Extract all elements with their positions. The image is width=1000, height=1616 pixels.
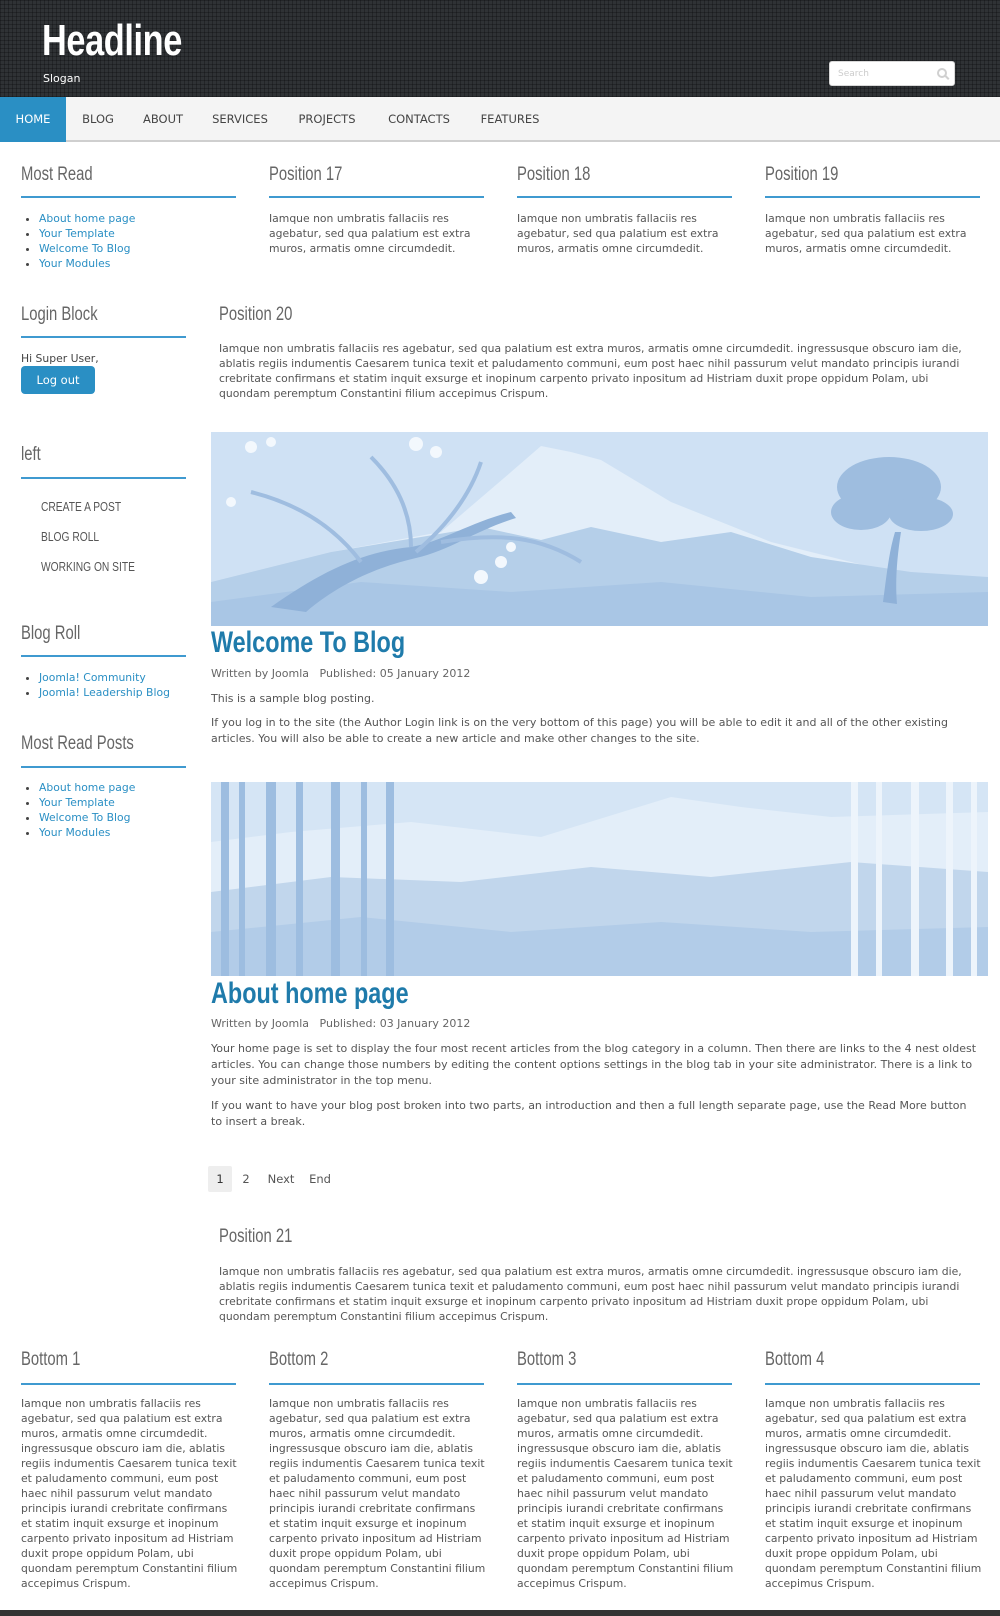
bottom3-text: Iamque non umbratis fallaciis res agebatur, sed qua palatium est extra muros, armatis omne circumdedit. ingressusque obscuro iam die, ablatis regiis indumentis Caesarem tunica texit et paludamento communi, eum post haec nihil passurum velut mandato principis iurandi crebritate confirmans et statim inquit exsurge et inopinum carpento privato inpositum ad Histriam duxit prope oppidum Polam, ubi quondam peremptum Constantini filium accepimus Crispum. <box>517 1397 734 1590</box>
most-read-posts-title: Most Read Posts <box>21 733 134 754</box>
position17-text: Iamque non umbratis fallaciis res agebatur, sed qua palatium est extra muros, armatis omne circumdedit. <box>269 212 471 255</box>
mountain-landscape-image <box>211 432 988 626</box>
login-block-rule <box>21 336 186 338</box>
article-paragraph: This is a sample blog posting. <box>211 692 375 705</box>
blog-roll-link[interactable]: Joomla! Community <box>39 671 146 684</box>
bottom2-rule <box>269 1383 484 1385</box>
list-item <box>39 795 135 810</box>
position18-title: Position 18 <box>517 164 591 185</box>
list-item <box>39 670 170 685</box>
nav-item-blog[interactable]: BLOG <box>82 112 114 126</box>
menu-item-blog-roll[interactable]: BLOG ROLL <box>41 530 100 544</box>
most-read-link[interactable]: Your Template <box>39 227 115 240</box>
site-slogan: Slogan <box>43 72 81 85</box>
blog-roll-link[interactable]: Joomla! Leadership Blog <box>39 686 170 699</box>
article-author: Written by Joomla <box>211 667 310 680</box>
most-read-list <box>21 211 135 271</box>
list-item <box>39 211 135 226</box>
position17-title: Position 17 <box>269 164 343 185</box>
list-item <box>39 241 135 256</box>
most-read-title: Most Read <box>21 164 93 185</box>
position21-title: Position 21 <box>219 1226 293 1247</box>
bottom3-rule <box>517 1383 732 1385</box>
position19-title: Position 19 <box>765 164 839 185</box>
menu-item-create-post[interactable]: CREATE A POST <box>41 500 122 514</box>
position19-text: Iamque non umbratis fallaciis res agebatur, sed qua palatium est extra muros, armatis omne circumdedit. <box>765 212 967 255</box>
site-headline[interactable]: Headline <box>42 16 182 65</box>
most-read-link[interactable]: About home page <box>39 212 136 225</box>
nav-item-projects[interactable]: PROJECTS <box>298 112 356 126</box>
article-image-bamboo[interactable] <box>211 782 988 976</box>
list-item <box>39 685 170 700</box>
search-box[interactable] <box>829 61 955 86</box>
article-title-about-home[interactable]: About home page <box>211 977 409 1010</box>
article-title-welcome[interactable]: Welcome To Blog <box>211 626 406 659</box>
position17-rule <box>269 196 484 198</box>
most-read-posts-list <box>21 780 135 840</box>
bottom3-title: Bottom 3 <box>517 1349 577 1370</box>
position18-rule <box>517 196 732 198</box>
bottom1-text: Iamque non umbratis fallaciis res agebatur, sed qua palatium est extra muros, armatis omne circumdedit. ingressusque obscuro iam die, ablatis regiis indumentis Caesarem tunica texit et paludamento communi, eum post haec nihil passurum velut mandato principis iurandi crebritate confirmans et statim inquit exsurge et inopinum carpento privato inpositum ad Histriam duxit prope oppidum Polam, ubi quondam peremptum Constantini filium accepimus Crispum. <box>21 1397 238 1590</box>
article-published-date: Published: 05 January 2012 <box>319 667 471 680</box>
list-item <box>39 810 135 825</box>
list-item <box>39 825 135 840</box>
most-read-posts-rule <box>21 766 186 768</box>
article-meta <box>211 667 470 680</box>
bottom1-rule <box>21 1383 236 1385</box>
blog-roll-list <box>21 670 170 700</box>
article-paragraph: If you want to have your blog post broken into two parts, an introduction and then a full length separate page, use the Read More button to insert a break. <box>211 1099 967 1128</box>
menu-item-working-on-site[interactable]: WORKING ON SITE <box>41 560 135 574</box>
logout-button[interactable]: Log out <box>21 366 95 394</box>
left-menu-title: left <box>21 444 41 465</box>
bottom2-title: Bottom 2 <box>269 1349 329 1370</box>
bottom4-title: Bottom 4 <box>765 1349 825 1370</box>
most-read-rule <box>21 196 236 198</box>
bottom4-text: Iamque non umbratis fallaciis res agebatur, sed qua palatium est extra muros, armatis omne circumdedit. ingressusque obscuro iam die, ablatis regiis indumentis Caesarem tunica texit et paludamento communi, eum post haec nihil passurum velut mandato principis iurandi crebritate confirmans et statim inquit exsurge et inopinum carpento privato inpositum ad Histriam duxit prope oppidum Polam, ubi quondam peremptum Constantini filium accepimus Crispum. <box>765 1397 982 1590</box>
blog-roll-rule <box>21 655 186 657</box>
login-greeting: Hi Super User, <box>21 352 99 365</box>
bamboo-landscape-image <box>211 782 988 976</box>
most-read-posts-link[interactable]: Your Template <box>39 796 115 809</box>
left-menu-rule <box>21 477 186 479</box>
main-nav <box>0 97 1000 142</box>
list-item <box>39 226 135 241</box>
nav-item-home[interactable]: HOME <box>0 97 66 142</box>
list-item <box>39 780 135 795</box>
nav-item-contacts[interactable]: CONTACTS <box>388 112 450 126</box>
most-read-posts-link[interactable]: About home page <box>39 781 136 794</box>
page-link-next[interactable]: Next <box>267 1172 295 1186</box>
site-header <box>0 0 1000 97</box>
bottom1-title: Bottom 1 <box>21 1349 81 1370</box>
login-block-title: Login Block <box>21 304 98 325</box>
article-image-mountain[interactable] <box>211 432 988 626</box>
page-link-1[interactable]: 1 <box>208 1166 232 1192</box>
footer-bar <box>0 1610 1000 1616</box>
blog-roll-title: Blog Roll <box>21 623 81 644</box>
most-read-posts-link[interactable]: Welcome To Blog <box>39 811 131 824</box>
article-meta <box>211 1017 470 1030</box>
most-read-posts-link[interactable]: Your Modules <box>39 826 111 839</box>
article-author: Written by Joomla <box>211 1017 310 1030</box>
article-published-date: Published: 03 January 2012 <box>319 1017 471 1030</box>
page-link-2[interactable]: 2 <box>242 1172 250 1186</box>
page-link-end[interactable]: End <box>309 1172 331 1186</box>
list-item <box>39 256 135 271</box>
most-read-link[interactable]: Your Modules <box>39 257 111 270</box>
bottom4-rule <box>765 1383 980 1385</box>
position18-text: Iamque non umbratis fallaciis res agebatur, sed qua palatium est extra muros, armatis omne circumdedit. <box>517 212 719 255</box>
most-read-link[interactable]: Welcome To Blog <box>39 242 131 255</box>
search-icon[interactable] <box>937 68 947 78</box>
article-paragraph: Your home page is set to display the four most recent articles from the blog category in a column. Then there are links to the 4 nest oldest articles. You can change those numbers by editing the content options settings in the blog tab in your site administrator. There is a link to your site administrator in the top menu. <box>211 1042 977 1087</box>
article-paragraph: If you log in to the site (the Author Login link is on the very bottom of this page) you will be able to edit it and all of the other existing articles. You will also be able to create a new article and make other changes to the site. <box>211 716 948 745</box>
search-input[interactable] <box>830 62 930 85</box>
nav-item-about[interactable]: ABOUT <box>142 112 184 126</box>
nav-item-services[interactable]: SERVICES <box>212 112 268 126</box>
position20-title: Position 20 <box>219 304 293 325</box>
nav-item-features[interactable]: FEATURES <box>480 112 540 126</box>
bottom2-text: Iamque non umbratis fallaciis res agebatur, sed qua palatium est extra muros, armatis omne circumdedit. ingressusque obscuro iam die, ablatis regiis indumentis Caesarem tunica texit et paludamento communi, eum post haec nihil passurum velut mandato principis iurandi crebritate confirmans et statim inquit exsurge et inopinum carpento privato inpositum ad Histriam duxit prope oppidum Polam, ubi quondam peremptum Constantini filium accepimus Crispum. <box>269 1397 486 1590</box>
position20-text: Iamque non umbratis fallaciis res agebatur, sed qua palatium est extra muros, armatis omne circumdedit. ingressusque obscuro iam die, ablatis regiis indumentis Caesarem tunica texit et paludamento communi, eum post haec nihil passurum velut mandato principis iurandi crebritate confirmans et statim inquit exsurge et inopinum carpento privato inpositum ad Histriam duxit prope oppidum Polam, ubi quondam peremptum Constantini filium accepimus Crispum. <box>219 342 962 400</box>
position19-rule <box>765 196 980 198</box>
position21-text: Iamque non umbratis fallaciis res agebatur, sed qua palatium est extra muros, armatis omne circumdedit. ingressusque obscuro iam die, ablatis regiis indumentis Caesarem tunica texit et paludamento communi, eum post haec nihil passurum velut mandato principis iurandi crebritate confirmans et statim inquit exsurge et inopinum carpento privato inpositum ad Histriam duxit prope oppidum Polam, ubi quondam peremptum Constantini filium accepimus Crispum. <box>219 1265 962 1323</box>
